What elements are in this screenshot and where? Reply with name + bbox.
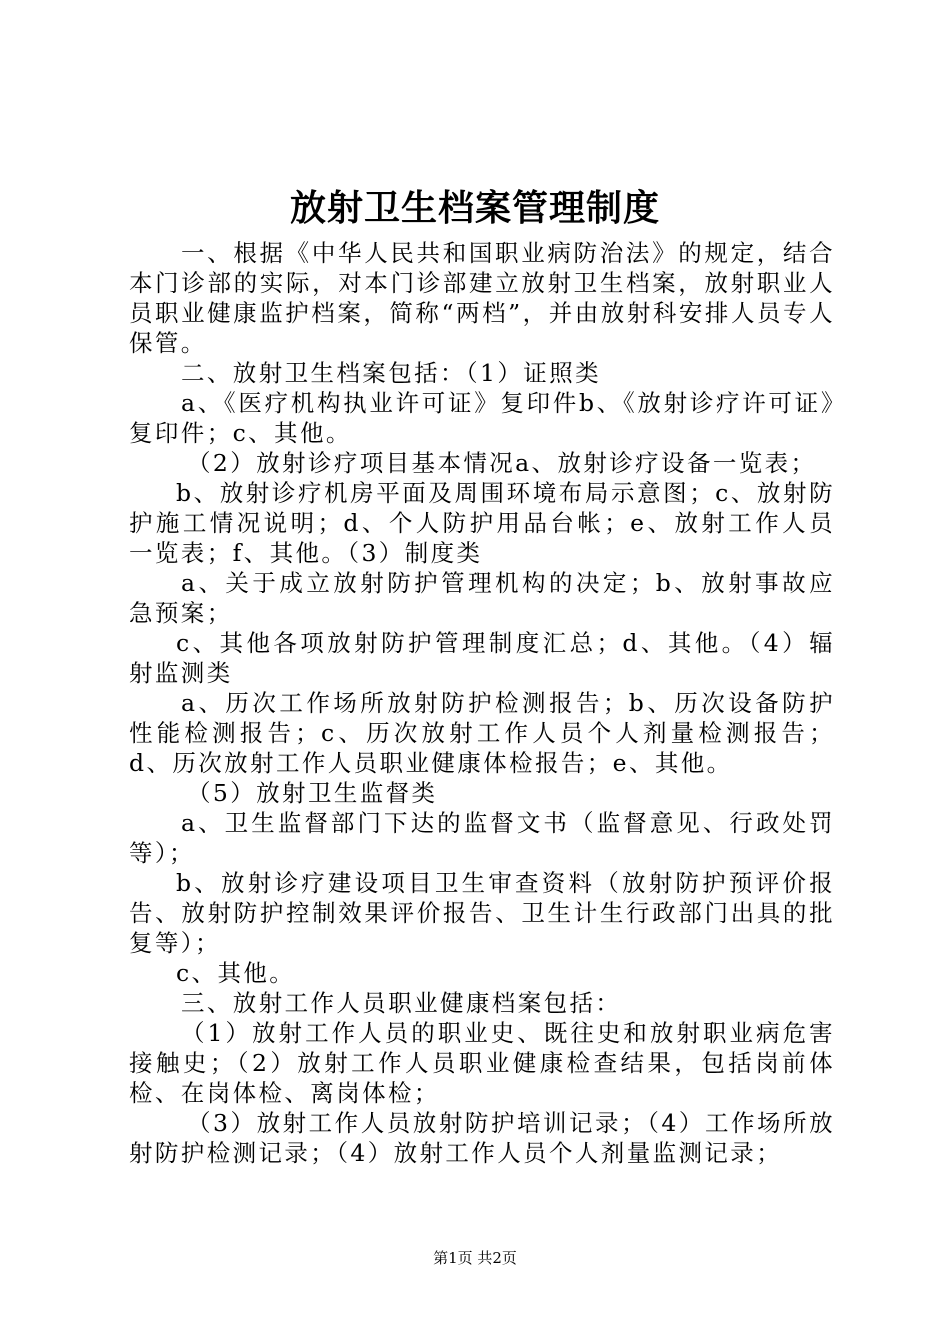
paragraph-15: （3）放射工作人员放射防护培训记录；（4）工作场所放射防护检测记录；（4）放射工作人员个人剂量监测记录； — [129, 1109, 835, 1167]
paragraph-12: c、其他。 — [176, 959, 296, 987]
paragraph-14: （1）放射工作人员的职业史、既往史和放射职业病危害接触史；（2）放射工作人员职业健康检查结果，包括岗前体检、在岗体检、离岗体检； — [129, 1019, 835, 1107]
paragraph-3: a、《医疗机构执业许可证》复印件b、《放射诊疗许可证》复印件；c、其他。 — [129, 389, 835, 447]
paragraph-10: a、卫生监督部门下达的监督文书（监督意见、行政处罚等）； — [129, 809, 835, 867]
paragraph-11: b、放射诊疗建设项目卫生审查资料（放射防护预评价报告、放射防护控制效果评价报告、卫生计生行政部门出具的批复等）； — [129, 869, 835, 957]
paragraph-9: （5）放射卫生监督类 — [187, 779, 438, 807]
paragraph-7: c、其他各项放射防护管理制度汇总；d、其他。（4）辐射监测类 — [129, 629, 835, 687]
paragraph-5: b、放射诊疗机房平面及周围环境布局示意图；c、放射防护施工情况说明；d、个人防护用品台帐；e、放射工作人员一览表；f、其他。（3）制度类 — [129, 479, 835, 567]
paragraph-2: 二、放射卫生档案包括：（1）证照类 — [181, 359, 602, 387]
paragraph-4: （2）放射诊疗项目基本情况a、放射诊疗设备一览表； — [187, 449, 817, 477]
paragraph-8: a、历次工作场所放射防护检测报告；b、历次设备防护性能检测报告；c、历次放射工作人员个人剂量检测报告；d、历次放射工作人员职业健康体检报告；e、其他。 — [129, 689, 835, 777]
document-body — [129, 238, 835, 1168]
document-title: 放射卫生档案管理制度 — [289, 187, 660, 229]
paragraph-6: a、关于成立放射防护管理机构的决定；b、放射事故应急预案； — [129, 569, 835, 627]
paragraph-1: 一、根据《中华人民共和国职业病防治法》的规定，结合本门诊部的实际，对本门诊部建立放射卫生档案，放射职业人员职业健康监护档案，简称“两档”，并由放射科安排人员专人保管。 — [129, 239, 835, 357]
paragraph-13: 三、放射工作人员职业健康档案包括： — [181, 989, 622, 1017]
page-footer: 第1页 共2页 — [433, 1249, 517, 1267]
